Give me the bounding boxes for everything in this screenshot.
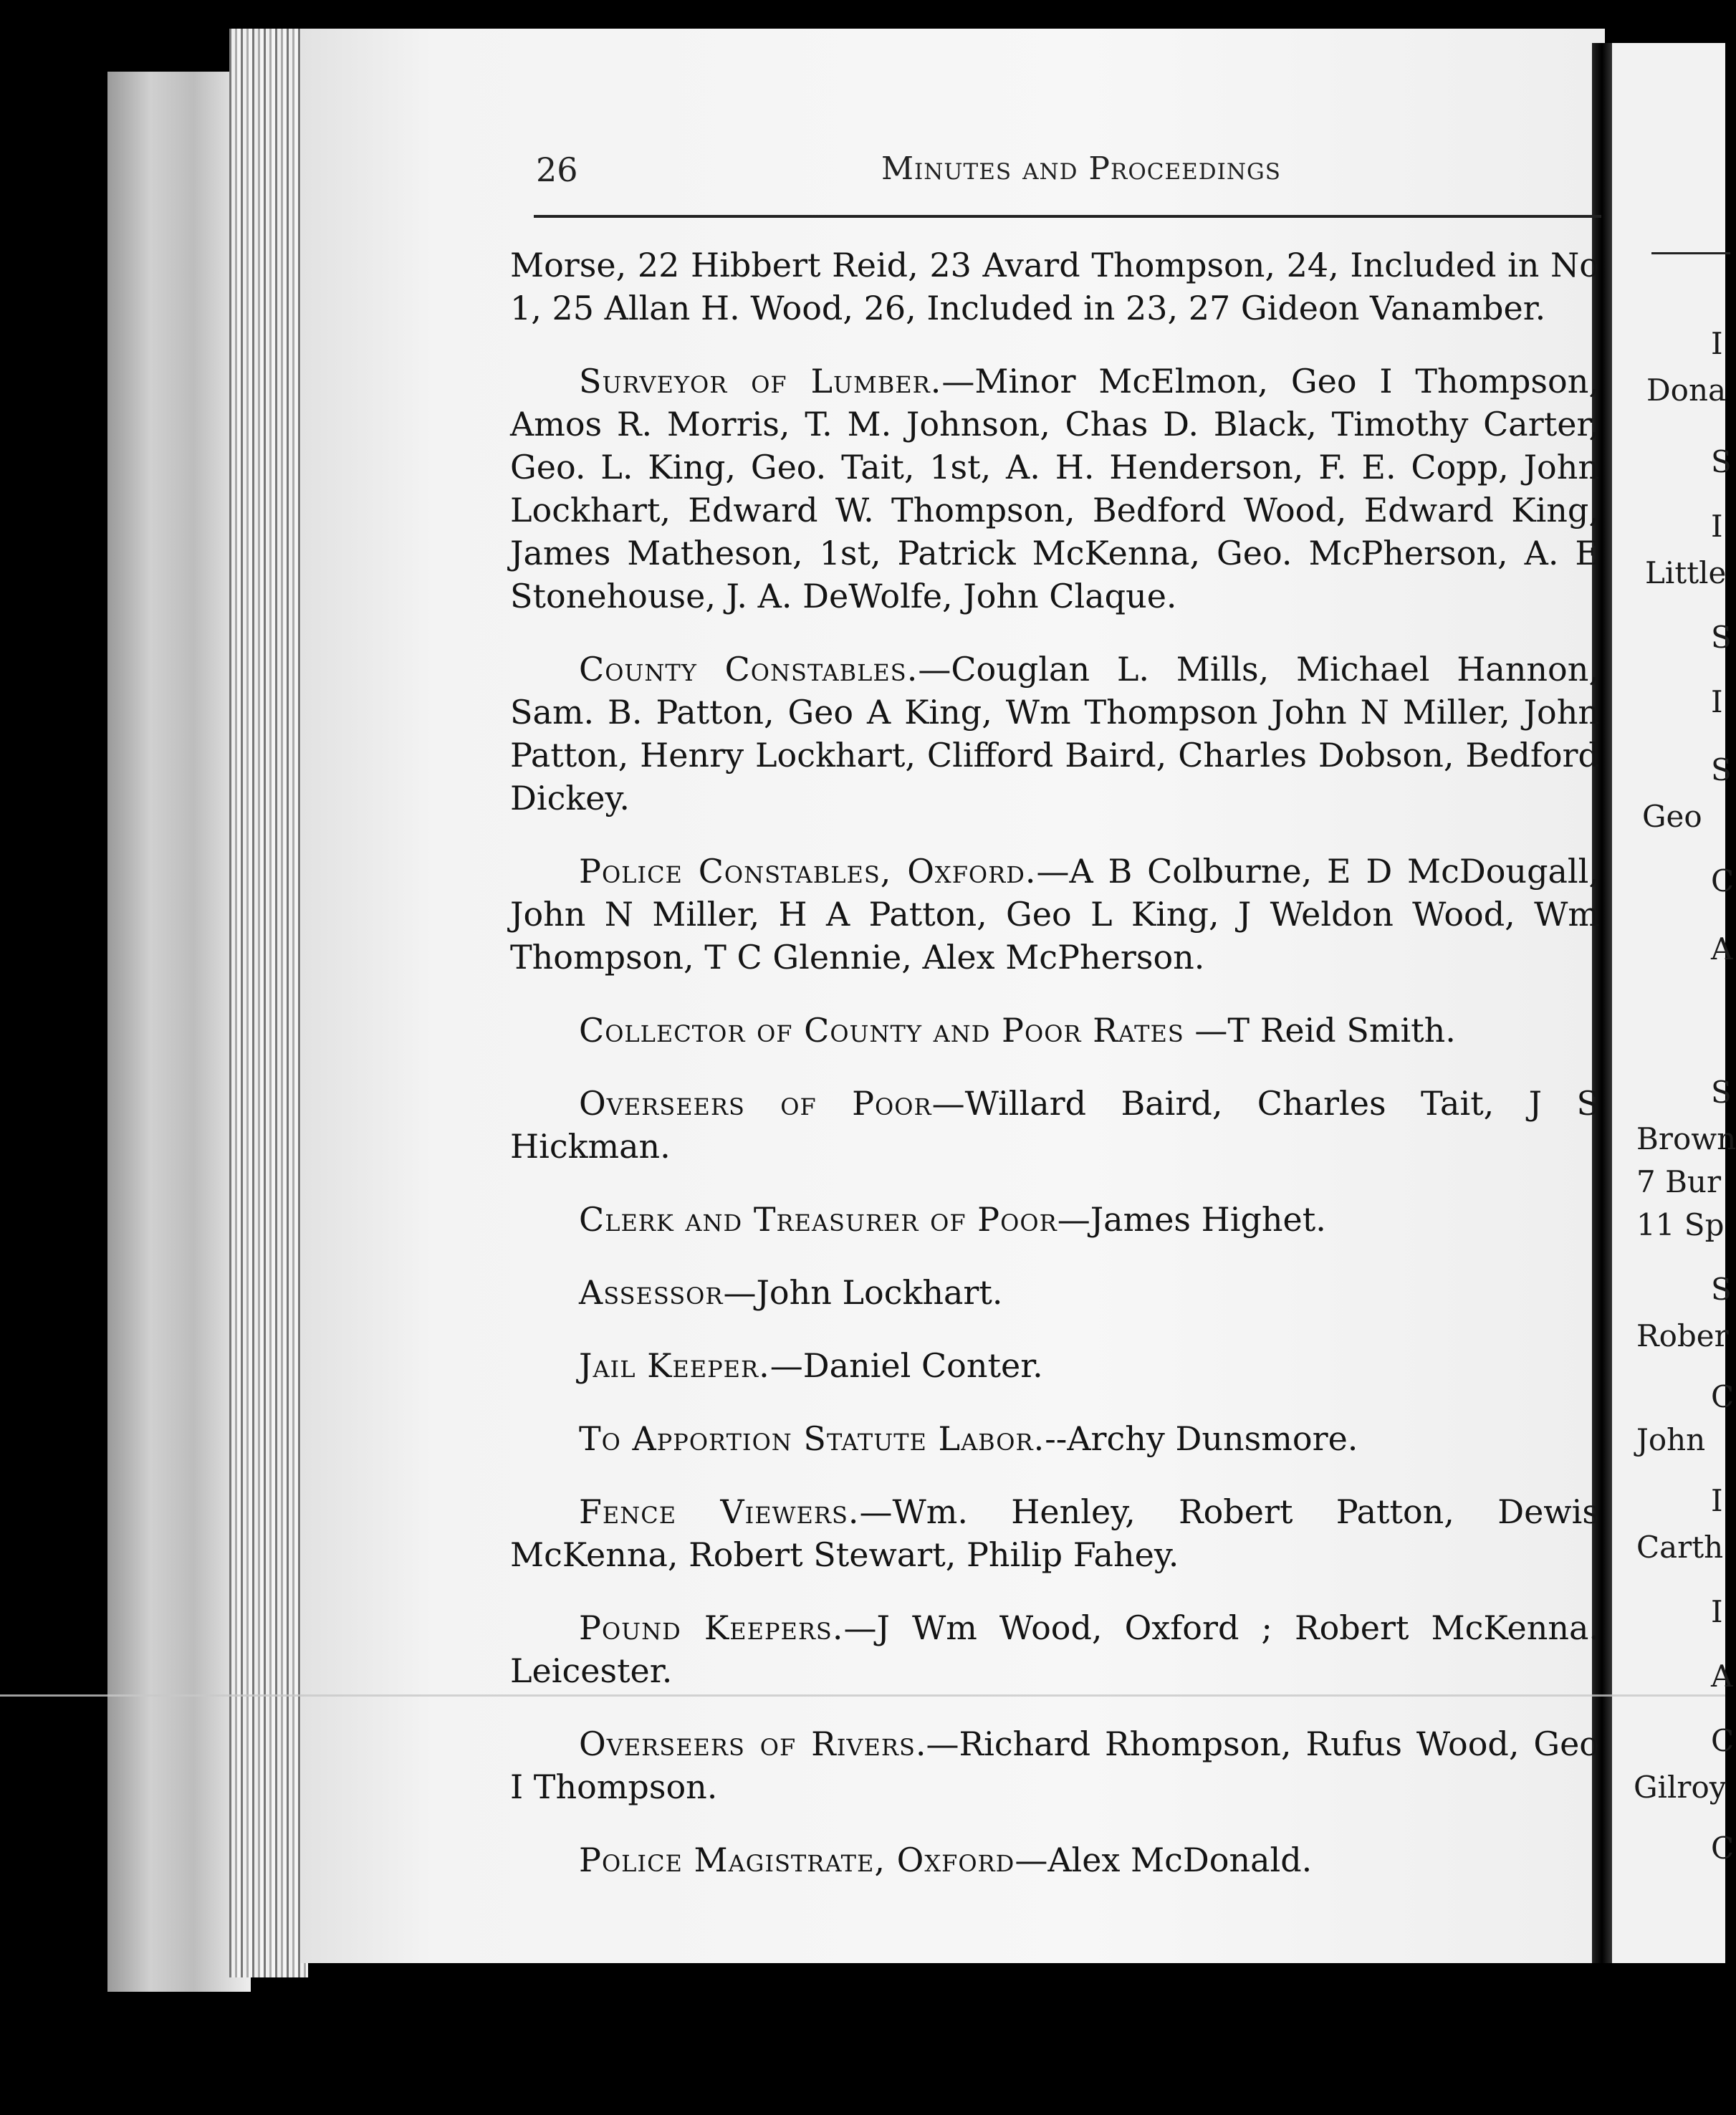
office-label: To Apportion Statute Labor.: [579, 1419, 1045, 1458]
paragraph-police-constables: [510, 850, 1599, 979]
right-fragment: C: [1711, 1723, 1735, 1758]
right-fragment: S: [1711, 444, 1732, 479]
office-label: Jail Keeper.: [579, 1346, 770, 1385]
right-fragment: I: [1711, 326, 1723, 361]
office-label: Police Magistrate, Oxford: [579, 1841, 1015, 1879]
appointee-list: —Daniel Conter.: [769, 1346, 1043, 1385]
right-fragment: Dona: [1646, 373, 1727, 408]
paragraph-continuation: [510, 244, 1599, 330]
office-label: Overseers of Rivers: [579, 1725, 916, 1763]
right-fragment: C: [1711, 863, 1735, 898]
page-number: 26: [536, 150, 578, 189]
office-label: Assessor: [579, 1273, 724, 1312]
scan-artifact-line: [0, 1694, 1725, 1697]
paragraph-overseers-of-rivers: [510, 1722, 1599, 1808]
office-label: Overseers of Poor: [579, 1084, 932, 1123]
right-fragment: Rober: [1636, 1318, 1729, 1353]
right-fragment: A: [1711, 1659, 1733, 1694]
paragraph-fence-viewers: [510, 1490, 1599, 1576]
paragraph-police-magistrate: [510, 1838, 1599, 1881]
paragraph-assessor: [510, 1271, 1599, 1314]
appointee-list: —James Highet.: [1057, 1200, 1326, 1239]
appointee-list: --Archy Dunsmore.: [1045, 1419, 1358, 1458]
right-fragment: 7 Bur: [1636, 1164, 1722, 1199]
right-fragment: Little: [1645, 555, 1727, 590]
paragraph-statute-labor: [510, 1417, 1599, 1460]
appointee-list: —Alex McDonald.: [1015, 1841, 1313, 1879]
page-stack-edge: [229, 29, 308, 1977]
running-title: [881, 150, 1281, 187]
right-page: [1612, 43, 1736, 1963]
office-label: Police Constables, Oxford.: [579, 852, 1037, 891]
appointee-list: —John Lockhart.: [723, 1273, 1003, 1312]
appointee-list: —T Reid Smith.: [1184, 1011, 1456, 1050]
right-fragment: Brown: [1636, 1121, 1736, 1156]
paragraph-text: Morse, 22 Hibbert Reid, 23 Avard Thompson, 24, Included in No 1, 25 Allan H. Wood, 26, Included in 23, 27 Gideon Vanamber.: [510, 246, 1599, 327]
right-fragment: C: [1711, 1831, 1735, 1866]
paragraph-pound-keepers: [510, 1606, 1599, 1692]
right-fragment: A: [1711, 931, 1733, 967]
appointee-list: —A B Colburne, E D McDougall, John N Miller, H A Patton, Geo L King, J Weldon Wood, Wm Thompson, T C Glennie, Alex McPherson.: [510, 852, 1599, 977]
right-fragment: I: [1711, 684, 1723, 719]
appointee-list: —Wm. Henley, Robert Patton, Dewis McKenna, Robert Stewart, Philip Fahey.: [510, 1492, 1599, 1574]
running-title-text: Minutes and Proceedings: [881, 150, 1281, 187]
right-fragment: I: [1711, 1594, 1723, 1629]
office-label: Fence Viewers.: [579, 1492, 860, 1531]
paragraph-collector: [510, 1009, 1599, 1052]
office-label: Clerk and Treasurer of Poor: [579, 1200, 1058, 1239]
appointee-list: —Couglan L. Mills, Michael Hannon, Sam. B. Patton, Geo A King, Wm Thompson John N Miller, John Patton, Henry Lockhart, Clifford Baird, Charles Dobson, Bedford Dickey.: [510, 650, 1599, 817]
right-fragment: 11 Sp: [1636, 1207, 1725, 1242]
right-page-rule: [1651, 252, 1730, 254]
paragraph-overseers-of-poor: [510, 1082, 1599, 1168]
minutes-body: [510, 244, 1599, 1912]
right-fragment: Carth: [1636, 1530, 1724, 1565]
right-fragment: S: [1711, 1075, 1732, 1110]
right-fragment: S: [1711, 620, 1732, 655]
office-label: County Constables.: [579, 650, 919, 689]
paragraph-clerk-treasurer: [510, 1198, 1599, 1241]
appointee-list: —Minor McElmon, Geo I Thompson, Amos R. Morris, T. M. Johnson, Chas D. Black, Timothy Carter, Geo. L. King, Geo. Tait, 1st, A. H. Henderson, F. E. Copp, John Lockhart, Edward W. Thompson, Bedford Wood, Edward King, James Matheson, 1st, Patrick McKenna, Geo. McPherson, A. E Stonehouse, J. A. DeWolfe, John Claque.: [510, 362, 1599, 615]
right-fragment: S: [1711, 1272, 1732, 1307]
right-fragment: John: [1636, 1422, 1706, 1457]
right-fragment: C: [1711, 1379, 1735, 1414]
office-label: Collector of County and Poor Rates: [579, 1011, 1184, 1050]
header-rule: [534, 215, 1601, 218]
appointee-list: —Willard Baird, Charles Tait, J S Hickman.: [510, 1084, 1599, 1166]
office-label: Surveyor of Lumber.: [579, 362, 942, 401]
right-fragment: S: [1711, 752, 1732, 787]
right-fragment: I: [1711, 1483, 1723, 1518]
right-fragment: I: [1711, 509, 1723, 544]
right-fragment: Gilroy: [1634, 1770, 1727, 1805]
paragraph-county-constables: [510, 648, 1599, 820]
right-fragment: Geo: [1642, 799, 1702, 834]
office-label: Pound Keepers.: [579, 1608, 844, 1647]
appointee-list: .—Richard Rhompson, Rufus Wood, Geo I Thompson.: [510, 1725, 1599, 1806]
paragraph-surveyor-of-lumber: [510, 360, 1599, 618]
appointee-list: —J Wm Wood, Oxford ; Robert McKenna. Leicester.: [510, 1608, 1600, 1690]
paragraph-jail-keeper: [510, 1344, 1599, 1387]
